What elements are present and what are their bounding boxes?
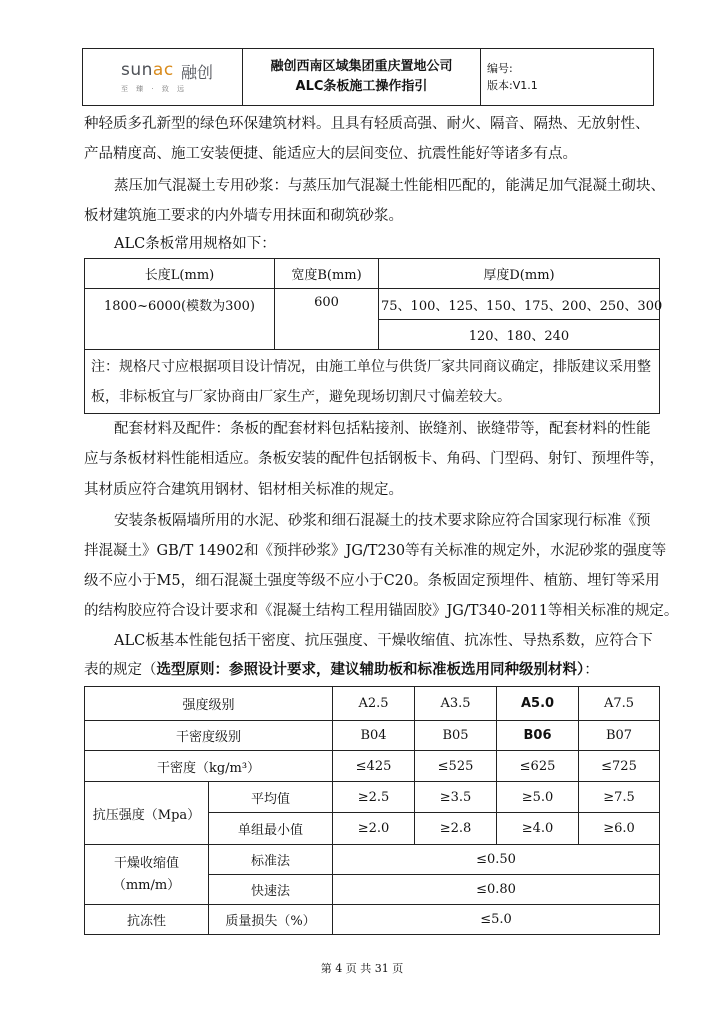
- doc-version: 版本:V1.1: [487, 79, 538, 92]
- paragraph-line: 配套材料及配件：条板的配套材料包括粘接剂、嵌缝剂、嵌缝带等，配套材料的性能: [114, 421, 651, 437]
- value-cell: ≥2.8: [415, 813, 497, 845]
- page-header: [82, 48, 654, 106]
- row-label: 抗冻性: [85, 905, 209, 935]
- performance-table: [84, 686, 660, 935]
- logo-tagline: 至 臻 · 致 远: [121, 85, 188, 93]
- sub-label: 质量损失（%）: [209, 905, 333, 935]
- row-label: 干密度（kg/m³）: [85, 751, 333, 782]
- sub-label: 平均值: [209, 782, 333, 813]
- paragraph-line: 产品精度高、施工安装便捷、能适应大的层间变位、抗震性能好等诸多有点。: [84, 146, 577, 162]
- header-meta: [481, 49, 653, 105]
- density-cell: ≤725: [579, 751, 660, 782]
- thickness-cell: 75、100、125、150、175、200、250、300: [379, 289, 660, 320]
- grade-cell: A5.0: [497, 687, 579, 721]
- header-cell: 厚度D(mm): [379, 259, 660, 289]
- paragraph-line: 其材质应符合建筑用钢材、铝材相关标准的规定。: [84, 482, 403, 498]
- row-label: 抗压强度（Mpa）: [85, 782, 209, 845]
- doc-number-label: 编号:: [487, 62, 513, 75]
- row-label: 干密度级别: [85, 721, 333, 751]
- company-logo: [83, 49, 243, 105]
- paragraph-line: 种轻质多孔新型的绿色环保建筑材料。且具有轻质高强、耐火、隔音、隔热、无放射性、: [84, 116, 650, 132]
- spec-table-caption: ALC条板常用规格如下：: [114, 236, 276, 252]
- density-grade-cell: B06: [497, 721, 579, 751]
- value-cell: ≥7.5: [579, 782, 660, 813]
- document-title: ALC条板施工操作指引: [295, 79, 428, 94]
- value-cell: ≤5.0: [333, 905, 660, 935]
- value-cell: ≥2.0: [333, 813, 415, 845]
- selection-principle: 选型原则：参照设计要求，建议辅助板和标准板选用同种级别材料）: [156, 661, 585, 678]
- company-name: 融创西南区域集团重庆置地公司: [270, 59, 453, 74]
- spec-table: [84, 258, 663, 414]
- logo-chinese: 融创: [181, 63, 214, 82]
- width-cell: 600: [275, 289, 379, 350]
- paragraph-line: ALC板基本性能包括干密度、抗压强度、干燥收缩值、抗冻性、导热系数，应符合下: [114, 633, 653, 649]
- paragraph-line: 的结构胶应符合设计要求和《混凝土结构工程用锚固胶》JG/T340-2011等相关标准的规定。: [84, 603, 679, 619]
- value-cell: ≤0.50: [333, 845, 660, 875]
- density-grade-cell: B07: [579, 721, 660, 751]
- density-grade-cell: B04: [333, 721, 415, 751]
- value-cell: ≥4.0: [497, 813, 579, 845]
- grade-cell: A3.5: [415, 687, 497, 721]
- density-grade-cell: B05: [415, 721, 497, 751]
- value-cell: ≥5.0: [497, 782, 579, 813]
- value-cell: ≤0.80: [333, 875, 660, 905]
- grade-cell: A7.5: [579, 687, 660, 721]
- logo-wordmark: sunac: [121, 60, 174, 80]
- header-cell: 宽度B(mm): [275, 259, 379, 289]
- density-cell: ≤425: [333, 751, 415, 782]
- spec-note: 注：规格尺寸应根据项目设计情况，由施工单位与供货厂家共同商议确定，排版建议采用整板，非标板宜与厂家协商由厂家生产，避免现场切割尺寸偏差较大。: [85, 350, 660, 414]
- sub-label: 单组最小值: [209, 813, 333, 845]
- row-label: 强度级别: [85, 687, 333, 721]
- paragraph-line: 级不应小于M5，细石混凝土强度等级不应小于C20。条板固定预埋件、植筋、埋钉等采用: [84, 573, 660, 589]
- value-cell: ≥3.5: [415, 782, 497, 813]
- grade-cell: A2.5: [333, 687, 415, 721]
- length-cell: 1800~6000(模数为300): [85, 289, 275, 350]
- paragraph-line: 蒸压加气混凝土专用砂浆：与蒸压加气混凝土性能相匹配的，能满足加气混凝土砌块、: [114, 178, 665, 194]
- paragraph-line: 表的规定（选型原则：参照设计要求，建议辅助板和标准板选用同种级别材料）：: [84, 661, 599, 678]
- paragraph-line: 安装条板隔墙所用的水泥、砂浆和细石混凝土的技术要求除应符合国家现行标准《预: [114, 513, 651, 529]
- header-title-block: [243, 49, 481, 105]
- header-cell: 长度L(mm): [85, 259, 275, 289]
- paragraph-line: 拌混凝土》GB/T 14902和《预拌砂浆》JG/T230等有关标准的规定外，水泥砂浆的强度等: [84, 543, 667, 559]
- paragraph-line: 板材建筑施工要求的内外墙专用抹面和砌筑砂浆。: [84, 208, 403, 224]
- density-cell: ≤525: [415, 751, 497, 782]
- sub-label: 标准法: [209, 845, 333, 875]
- paragraph-line: 应与条板材料性能相适应。条板安装的配件包括钢板卡、角码、门型码、射钉、预埋件等，: [84, 451, 664, 467]
- density-cell: ≤625: [497, 751, 579, 782]
- row-label: 干燥收缩值 （mm/m）: [85, 845, 209, 905]
- value-cell: ≥6.0: [579, 813, 660, 845]
- page-number: 第 4 页 共 31 页: [320, 962, 404, 975]
- value-cell: ≥2.5: [333, 782, 415, 813]
- thickness-cell: 120、180、240: [379, 320, 660, 350]
- sub-label: 快速法: [209, 875, 333, 905]
